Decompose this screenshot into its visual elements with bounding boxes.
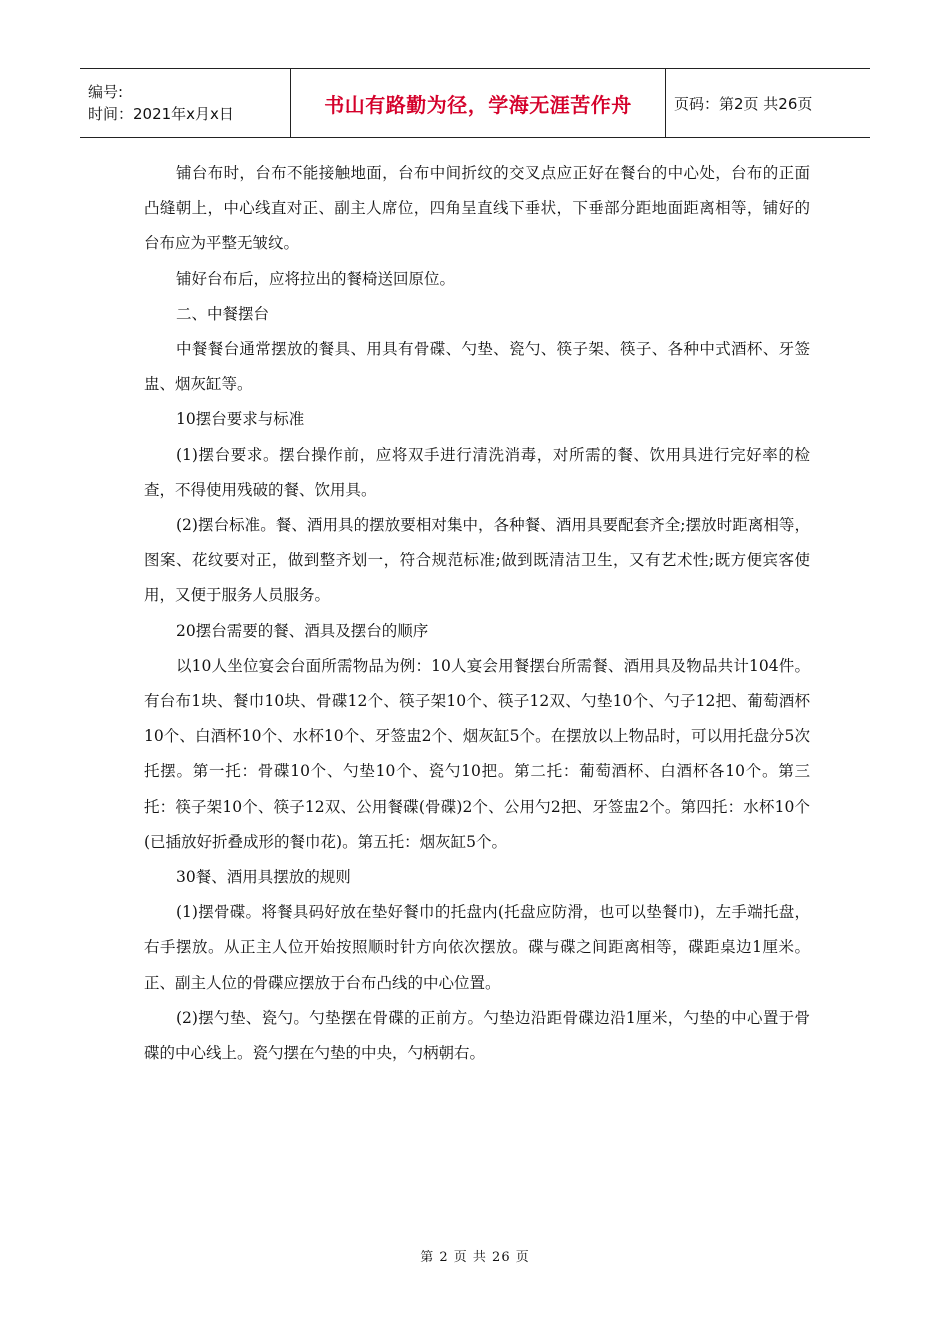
document-number-label: 编号:	[88, 83, 124, 101]
header-page-number: 页码：第2页 共26页	[674, 94, 813, 113]
paragraph-bone-plates: (1)摆骨碟。将餐具码好放在垫好餐巾的托盘内(托盘应防滑，也可以垫餐巾)，左手端托盘，右手摆放。从正主人位开始按照顺时针方向依次摆放。碟与碟之间距离相等，碟距桌边1厘米。正、副主人位的骨碟应摆放于台布凸线的中心位置。	[144, 903, 810, 992]
subheading-rules: 30餐、酒用具摆放的规则	[176, 868, 351, 887]
paragraph-items-example: 以10人坐位宴会台面所需物品为例：10人宴会用餐摆台所需餐、酒用具及物品共计104件。有台布1块、餐巾10块、骨碟12个、筷子架10个、筷子12双、勺垫10个、勺子12把、葡萄酒杯10个、白酒杯10个、水杯10个、牙签盅2个、烟灰缸5个。在摆放以上物品时，可以用托盘分5次托摆。第一托：骨碟10个、勺垫10个、瓷勺10把。第二托：葡萄酒杯、白酒杯各10个。第三托：筷子架10个、筷子12双、公用餐碟(骨碟)2个、公用勺2把、牙签盅2个。第四托：水杯10个(已插放好折叠成形的餐巾花)。第五托：烟灰缸5个。	[144, 656, 810, 851]
header-motto: 书山有路勤为径，学海无涯苦作舟	[291, 69, 666, 137]
paragraph-utensils: 中餐餐台通常摆放的餐具、用具有骨碟、勺垫、瓷勺、筷子架、筷子、各种中式酒杯、牙签盅、烟灰缸等。	[144, 340, 810, 394]
paragraph-standards: (2)摆台标准。餐、酒用具的摆放要相对集中，各种餐、酒用具要配套齐全;摆放时距离相等，图案、花纹要对正，做到整齐划一，符合规范标准;做到既清洁卫生，又有艺术性;既方便宾客使用，又便于服务人员服务。	[144, 516, 810, 605]
paragraph-chairs: 铺好台布后，应将拉出的餐椅送回原位。	[176, 269, 456, 288]
page-footer: 第 2 页 共 26 页	[420, 1250, 530, 1265]
section-heading-chinese-setting: 二、中餐摆台	[176, 304, 270, 323]
paragraph-spoons: (2)摆勺垫、瓷勺。勺垫摆在骨碟的正前方。勺垫边沿距骨碟边沿1厘米，勺垫的中心置于骨碟的中心线上。瓷勺摆在勺垫的中央，勺柄朝右。	[144, 1008, 810, 1063]
document-date: 时间：2021年x月x日	[88, 105, 234, 123]
page-header	[80, 68, 870, 138]
subheading-order: 20摆台需要的餐、酒具及摆台的顺序	[176, 621, 429, 640]
document-body	[144, 156, 810, 1071]
paragraph-tablecloth: 铺台布时，台布不能接触地面，台布中间折纹的交叉点应正好在餐台的中心处，台布的正面凸缝朝上，中心线直对正、副主人席位，四角呈直线下垂状，下垂部分距地面距离相等，铺好的台布应为平整无皱纹。	[144, 164, 810, 253]
paragraph-requirements: (1)摆台要求。摆台操作前，应将双手进行清洗消毒，对所需的餐、饮用具进行完好率的检查，不得使用残破的餐、饮用具。	[144, 445, 810, 499]
header-meta	[80, 69, 291, 137]
subheading-requirements: 10摆台要求与标准	[176, 410, 305, 429]
